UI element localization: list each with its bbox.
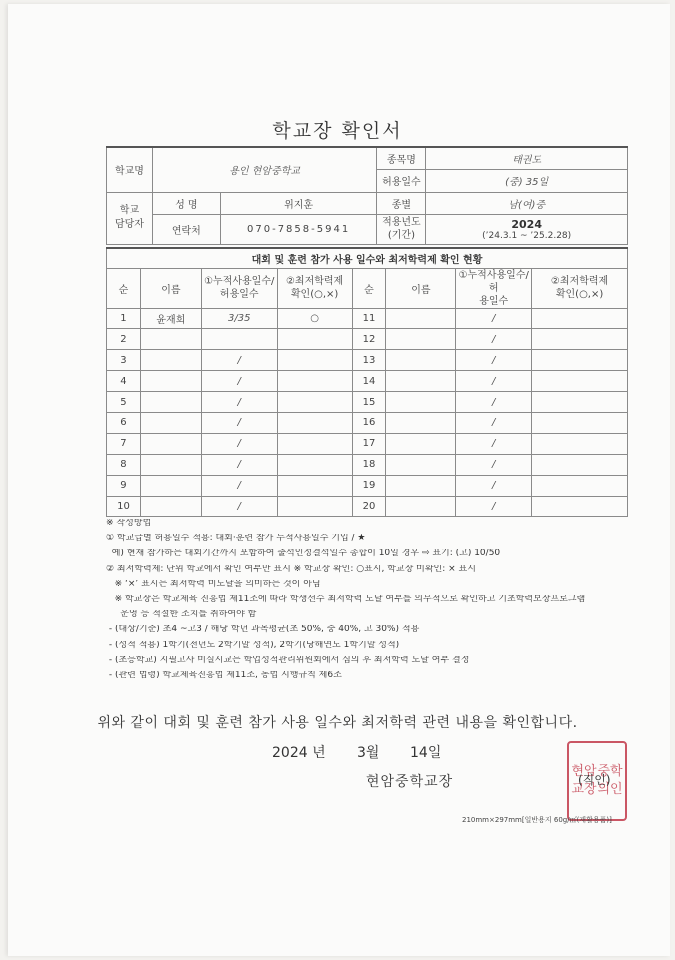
row-no: 6 [107,412,141,433]
row-days: / [456,454,532,475]
row-days: / [201,412,277,433]
row-no: 16 [352,412,386,433]
row-name [386,475,456,496]
note-line: - (성적 적용) 1학기(전년도 2학기말 성적), 2학기(당해연도 1학기말 성적) [106,640,400,650]
row-days: / [456,329,532,350]
row-name [140,412,201,433]
row-grade [277,454,352,475]
row-grade [277,371,352,392]
row-no: 7 [107,433,141,454]
table-row [107,308,628,329]
sport-label: 종목명 [377,147,426,169]
row-days: / [456,475,532,496]
table-row [107,412,628,433]
row-grade [532,475,628,496]
header-name: 이름 [140,268,201,308]
confirm-statement: 위와 같이 대회 및 훈련 참가 사용 일수와 최저학력 관련 내용을 확인합니다. [97,715,578,731]
row-name [386,329,456,350]
note-line: ※ ‘×’ 표시는 최저학력 미도달을 의미하는 것이 아님 [106,579,321,589]
contact-label: 연락처 [152,214,220,244]
row-no: 11 [352,308,386,329]
row-grade [532,392,628,413]
header-no-right: 순 [352,268,386,308]
row-grade [532,433,628,454]
staff-label: 학교 담당자 [107,192,153,244]
row-days: / [456,350,532,371]
header-days: ①누적사용일수/ 허용일수 [201,268,277,308]
row-name [386,496,456,517]
year-value: 2024 [511,217,542,231]
row-no: 8 [107,454,141,475]
note-line: ② 최저학력제: 단위 학교에서 확인 여부만 표시 ※ 학교장 확인: ○표시, 학교장 미확인: × 표시 [106,564,476,574]
row-days: / [201,433,277,454]
table-row [107,329,628,350]
year-label: 적용년도 (기간) [377,214,426,244]
row-days: / [456,496,532,517]
row-days: 3/35 [201,308,277,329]
row-days: / [456,412,532,433]
note-line: ※ 학교장은 학교체육 진흥법 제11조에 따라 학생선수 최저학력 도달 여부를 의무적으로 확인하고 기초학력보장프로그램 [106,594,586,604]
date-month: 3월 [357,745,380,761]
row-grade: ○ [277,308,352,329]
header-no: 순 [107,268,141,308]
row-days: / [201,454,277,475]
note-line: ※ 작성방법 [106,519,152,528]
table-row [107,454,628,475]
notes [106,519,646,686]
row-name [140,496,201,517]
row-name [140,329,201,350]
row-name [386,308,456,329]
header-name-right: 이름 [386,268,456,308]
row-days: / [456,308,532,329]
row-name [386,454,456,475]
row-grade [532,454,628,475]
row-grade [277,412,352,433]
row-days: / [456,433,532,454]
row-name [386,412,456,433]
row-no: 17 [352,433,386,454]
row-name [140,454,201,475]
row-grade [277,392,352,413]
period-value: (’24.3.1 ~ ’25.2.28) [482,230,572,241]
table-row [107,350,628,371]
note-line: 운영 등 적절한 조치를 취하여야 함 [106,610,257,620]
row-no: 2 [107,329,141,350]
gender-value: 남(여)중 [426,192,628,214]
row-name [386,392,456,413]
header-grade-right: ②최저학력제 확인(○,×) [532,268,628,308]
row-no: 20 [352,496,386,517]
note-line: - (대상/기준) 초4 ~고3 / 해당 학년 과목평균(초 50%, 중 40%, 고 30%) 적용 [106,625,420,635]
table-row [107,392,628,413]
seal-label: (직인) [578,773,611,787]
info-table [106,146,628,245]
row-no: 10 [107,496,141,517]
date-day: 14일 [410,745,442,761]
row-no: 19 [352,475,386,496]
row-name [140,475,201,496]
row-no: 15 [352,392,386,413]
row-name [140,371,201,392]
row-grade [532,329,628,350]
row-days: / [201,371,277,392]
note-line: ① 학교급별 허용일수 적용: 대회·훈련 참가 누적사용일수 기입 / ★ [106,534,366,544]
note-line: - (관련 법령) 학교체육진흥법 제11조, 동법 시행규칙 제6조 [106,670,342,680]
row-grade [277,433,352,454]
table-row [107,433,628,454]
section-title: 대회 및 훈련 참가 사용 일수와 최저학력제 확인 현황 [107,248,628,268]
allowed-days-value: (중) 35일 [426,169,628,192]
table-row [107,475,628,496]
row-days: / [201,350,277,371]
gender-label: 종별 [377,192,426,214]
row-name [140,392,201,413]
official-seal: 현암 중학 교장 의인 [567,741,627,821]
row-name [386,350,456,371]
staff-name: 위지훈 [220,192,377,214]
row-no: 14 [352,371,386,392]
row-grade [277,350,352,371]
row-no: 1 [107,308,141,329]
note-line: - (초등학교) 지필고사 미실시교는 학업성적관리위원회에서 심의 후 최저학력 도달 여부 결정 [106,655,470,665]
row-days: / [456,392,532,413]
row-grade [277,329,352,350]
row-days: / [201,496,277,517]
row-no: 9 [107,475,141,496]
paper-spec: 210mm×297mm[일반용지 60g/㎡(재활용품)] [462,816,612,824]
row-no: 3 [107,350,141,371]
page-title: 학교장 확인서 [272,120,403,142]
row-grade [532,308,628,329]
date-year: 2024 년 [272,745,326,761]
row-no: 4 [107,371,141,392]
row-name [386,433,456,454]
row-no: 18 [352,454,386,475]
sport-value: 태권도 [426,147,628,169]
row-grade [532,496,628,517]
row-no: 5 [107,392,141,413]
row-no: 13 [352,350,386,371]
row-grade [532,412,628,433]
row-days: / [201,392,277,413]
header-grade: ②최저학력제 확인(○,×) [277,268,352,308]
status-table [106,247,628,517]
header-days-right: ①누적사용일수/허 용일수 [456,268,532,308]
school-name: 용인 현암중학교 [152,147,377,192]
row-grade [277,496,352,517]
note-line: 예) 현재 참가하는 대회기간까지 포함하여 출석인정결석일수 총합이 10일 경우 ⇨ 표기: (고) 10/50 [106,549,501,559]
row-grade [532,350,628,371]
row-name [140,433,201,454]
contact-value: 070-7858-5941 [220,214,377,244]
row-grade [532,371,628,392]
row-days: / [456,371,532,392]
year-cell [426,214,628,244]
row-name [386,371,456,392]
row-no: 12 [352,329,386,350]
principal-name: 현암중학교장 [366,774,454,790]
row-name: 윤재희 [140,308,201,329]
row-name [140,350,201,371]
row-days: / [201,475,277,496]
school-label: 학교명 [107,147,153,192]
name-label: 성 명 [152,192,220,214]
table-row [107,371,628,392]
row-grade [277,475,352,496]
row-days [201,329,277,350]
table-row [107,496,628,517]
allowed-days-label: 허용일수 [377,169,426,192]
